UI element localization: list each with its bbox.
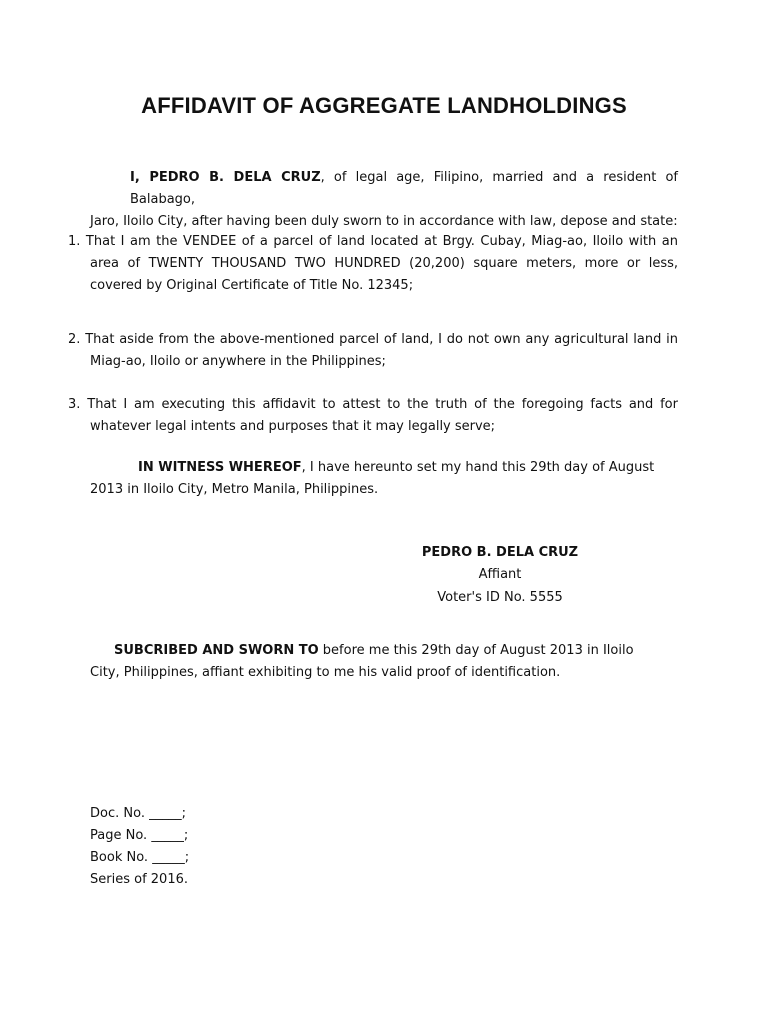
jurat-paragraph	[90, 640, 678, 684]
jurat-text-1: before me this 29th day of August 2013 in Iloilo	[318, 643, 634, 658]
statement-item-1	[68, 231, 678, 297]
signature-name: PEDRO B. DELA CRUZ	[421, 545, 579, 560]
item-text: That I am executing this affidavit to attest to the truth of the foregoing facts and for whatever legal intents and purposes that it may legally serve;	[87, 397, 678, 434]
witness-paragraph	[90, 457, 678, 501]
witness-text-1: , I have hereunto set my hand this 29th day of August	[301, 460, 655, 475]
signature-role: Affiant	[478, 567, 522, 582]
intro-text-1: , of legal age, Filipino, married and a resident of Balabago,	[130, 170, 678, 207]
jurat-lead: SUBCRIBED AND SWORN TO	[114, 643, 319, 658]
item-number: 3.	[68, 397, 81, 412]
signature-voter-id: Voter's ID No. 5555	[437, 590, 563, 605]
notary-series: Series of 2016.	[90, 872, 188, 887]
witness-lead: IN WITNESS WHEREOF	[138, 460, 302, 475]
intro-paragraph	[90, 167, 678, 233]
item-text: That I am the VENDEE of a parcel of land located at Brgy. Cubay, Miag-ao, Iloilo with an area of TWENTY THOUSAND TWO HUNDRED (20,200) square meters, more or less, covered by Original Certificate of Title No. 12345;	[85, 234, 678, 293]
jurat-line-1	[90, 640, 678, 662]
item-number: 1.	[68, 234, 81, 249]
intro-line-2: Jaro, Iloilo City, after having been duly sworn to in accordance with law, depose and state:	[90, 214, 678, 229]
notary-doc-number: Doc. No. _____;	[90, 806, 186, 821]
item-text: That aside from the above-mentioned parcel of land, I do not own any agricultural land in Miag-ao, Iloilo or anywhere in the Philippines;	[85, 332, 678, 369]
notary-page-number: Page No. _____;	[90, 828, 189, 843]
notary-book-number: Book No. _____;	[90, 850, 190, 865]
item-number: 2.	[68, 332, 81, 347]
witness-line-2: 2013 in Iloilo City, Metro Manila, Philippines.	[90, 482, 379, 497]
statement-item-3	[68, 394, 678, 438]
document-title: AFFIDAVIT OF AGGREGATE LANDHOLDINGS	[141, 93, 627, 118]
affiant-name-intro: I, PEDRO B. DELA CRUZ	[130, 170, 321, 185]
jurat-line-2: City, Philippines, affiant exhibiting to me his valid proof of identification.	[90, 665, 561, 680]
intro-line-1	[90, 167, 678, 211]
statement-item-2	[68, 329, 678, 373]
witness-line-1	[90, 457, 678, 479]
